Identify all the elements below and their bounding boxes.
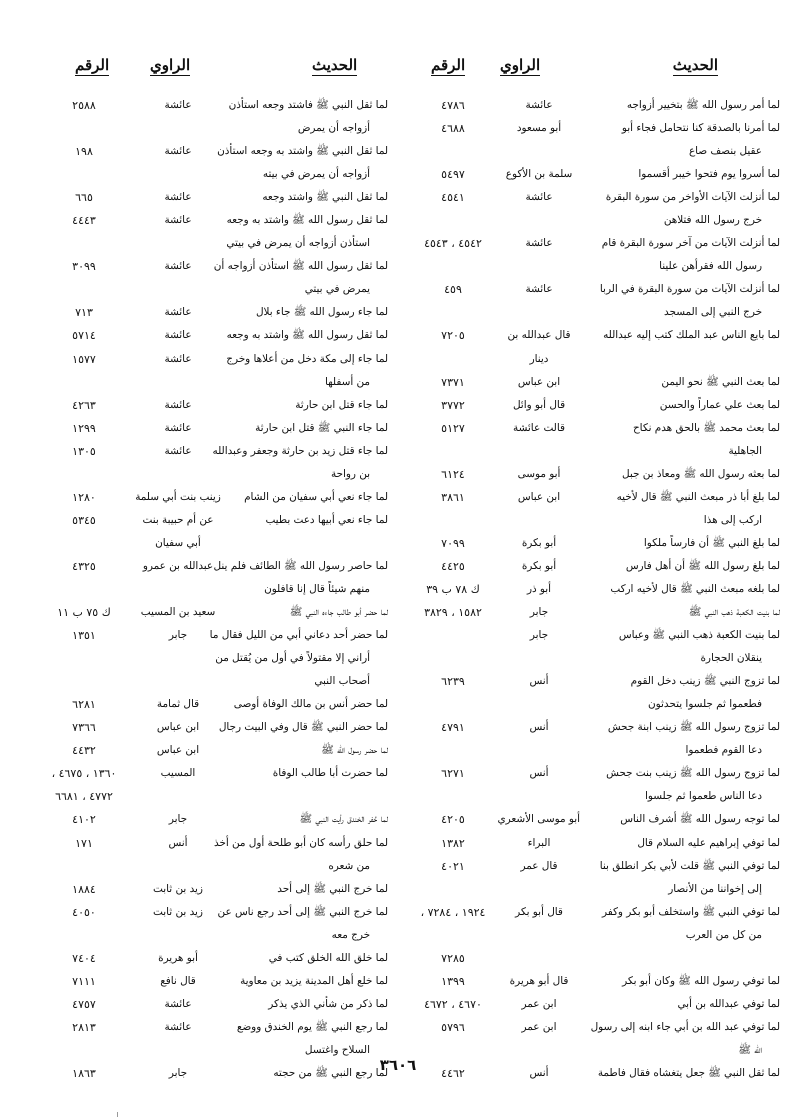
- index-row: [404, 371, 780, 394]
- narrator-name: عائشة: [164, 99, 192, 111]
- narrator-name: عائشة: [525, 99, 553, 111]
- narrator-name: ابن عمر: [521, 1020, 557, 1033]
- index-row: [40, 509, 388, 532]
- hadith-text: أصحاب النبي: [314, 675, 370, 688]
- narrator-name: أنس: [529, 1066, 549, 1079]
- narrator-name: زينب بنت أبي سلمة: [135, 490, 221, 503]
- narrator-name: جابر: [168, 813, 188, 826]
- hadith-text: لما ثقل رسول الله ﷺ واشتد به وجعه: [226, 214, 388, 227]
- hadith-number: ٣٧٧٢: [441, 398, 465, 412]
- index-row: [40, 762, 388, 785]
- index-row: [404, 808, 780, 831]
- hadith-number: ٤٤٢٥: [441, 559, 465, 573]
- hadith-text: بن رواحة: [330, 467, 370, 480]
- narrator-name: قال أبو بكر: [515, 905, 563, 918]
- index-row: [40, 371, 388, 394]
- hadith-number: ٦٢٣٩: [441, 675, 465, 689]
- index-row: [404, 624, 780, 647]
- hadith-number: ك ٧٨ ب ٣٩: [426, 582, 480, 596]
- hadith-text: لما أمر رسول الله ﷺ بتخيير أزواجه: [626, 99, 780, 111]
- hadith-number: ٤٧٥٧: [72, 997, 96, 1011]
- index-row: [404, 117, 780, 140]
- index-row: [40, 232, 388, 255]
- hadith-text: من شعره: [328, 859, 370, 872]
- hadith-text: لما ثقل النبي ﷺ جعل يتغشاه فقال فاطمة: [597, 1066, 780, 1079]
- hadith-text: لما أنزلت الآيات من آخر سورة البقرة قام: [601, 237, 780, 250]
- index-row: [40, 440, 388, 463]
- hadith-text: الجاهلية: [728, 444, 762, 457]
- index-row: [404, 440, 780, 463]
- narrator-name: عائشة: [164, 997, 192, 1010]
- narrator-name: عائشة: [164, 1020, 192, 1033]
- index-row: [40, 785, 388, 808]
- narrator-name: ابن عباس: [156, 721, 200, 734]
- index-row: [404, 855, 780, 878]
- narrator-name: عائشة: [525, 237, 553, 250]
- narrator-name: أنس: [529, 675, 549, 688]
- index-row: [404, 601, 780, 624]
- hadith-number: ٤٠٥٠: [72, 905, 96, 919]
- hadith-text: لما جاء نعي أبي سفيان من الشام: [244, 490, 388, 503]
- hadith-number: ٧١٣: [75, 306, 93, 320]
- hadith-text: لما بلغ أبا ذر مبعث النبي ﷺ قال لأخيه: [616, 490, 780, 503]
- index-row: [40, 716, 388, 739]
- narrator-name: ابن عباس: [517, 375, 561, 388]
- hadith-text: لما خرج النبي ﷺ إلى أحد رجع ناس عن: [217, 905, 388, 918]
- page-number: ٣٦٠٦: [379, 1056, 417, 1074]
- index-row: [404, 647, 780, 670]
- hadith-number: ١٩٨: [75, 145, 93, 159]
- index-row: [404, 509, 780, 532]
- hadith-number: ٥٤٩٧: [441, 168, 465, 182]
- hadith-text: لما حضر النبي ﷺ قال وفي البيت رجال: [218, 721, 388, 734]
- index-row: [404, 832, 780, 855]
- hadith-number: ٤٥٤١: [441, 191, 465, 205]
- narrator-name: أبو هريرة: [158, 951, 198, 964]
- hadith-text: دعا القوم فطعموا: [685, 744, 762, 757]
- narrator-name: قالت عائشة: [513, 421, 565, 434]
- hadith-text: خرج معه: [331, 928, 370, 941]
- narrator-name: عائشة: [164, 421, 192, 434]
- narrator-name: المسيب: [160, 767, 196, 780]
- index-row: [40, 878, 388, 901]
- narrator-name: قال عبدالله بن: [507, 329, 571, 342]
- index-row: [404, 324, 780, 347]
- hadith-text: لما أمرنا بالصدقة كنا نتحامل فجاء أبو: [621, 122, 780, 135]
- index-row: [40, 578, 388, 601]
- index-row: [40, 348, 388, 371]
- narrator-name: قال نافع: [160, 974, 196, 987]
- hadith-text: لما بنيت الكعبة ذهب النبي ﷺ: [688, 606, 780, 619]
- narrator-name: أنس: [529, 767, 549, 780]
- hadith-number: ٢٨١٣: [72, 1020, 96, 1034]
- hadith-text: عقيل بنصف صاع: [688, 145, 762, 158]
- hadith-text: لما خلق الله الخلق كتب في: [268, 951, 388, 964]
- hadith-number: ١٣٦٠ ، ٤٦٧٥ ،: [51, 767, 117, 781]
- hadith-text: من كل من العرب: [685, 928, 762, 941]
- index-row: [40, 555, 388, 578]
- hadith-text: لما ثقل رسول الله ﷺ استأذن أزواجه أن: [213, 260, 388, 273]
- hadith-number: ١٥٧٧: [72, 352, 96, 366]
- hadith-number: ١٨٨٤: [72, 882, 96, 896]
- hadith-number: ٤٤٦٢: [441, 1066, 465, 1080]
- narrator-name: عائشة: [164, 260, 192, 273]
- header-number-left: الرقم: [75, 56, 110, 74]
- narrator-name: أبو ذر: [526, 582, 552, 595]
- index-row: [40, 1016, 388, 1039]
- hadith-text: إلى إخواننا من الأنصار: [668, 882, 762, 895]
- hadith-text: لما توفي النبي ﷺ قلت لأبي بكر انطلق بنا: [599, 859, 780, 872]
- hadith-number: ١٢٨٠: [72, 490, 96, 504]
- header-hadith-right: الحديث: [672, 56, 718, 74]
- hadith-text: لما توفي إبراهيم عليه السلام قال: [637, 836, 780, 849]
- header-narrator-right: الراوي: [500, 56, 541, 74]
- hadith-text: أزواجه أن يمرض: [297, 122, 370, 135]
- hadith-number: ٥٧٩٦: [441, 1020, 465, 1034]
- hadith-text: استأذن أزواجه أن يمرض في بيتي: [226, 237, 370, 250]
- hadith-text: لما حلق رأسه كان أبو طلحة أول من أخذ: [213, 836, 388, 849]
- index-row: [404, 278, 780, 301]
- narrator-name: أبي سفيان: [155, 536, 201, 549]
- hadith-text: لما تزوج رسول الله ﷺ زينب بنت جحش: [606, 767, 780, 780]
- narrator-name: جابر: [168, 1066, 188, 1079]
- narrator-name: جابر: [529, 606, 549, 619]
- narrator-name: عائشة: [164, 191, 192, 204]
- index-row: [404, 1016, 780, 1039]
- hadith-text: لما جاء قتل ابن حارثة: [295, 398, 388, 411]
- index-row: [404, 209, 780, 232]
- hadith-number: ٦٢٧١: [441, 767, 465, 781]
- hadith-text: لما بايع الناس عبد الملك كتب إليه عبدالله: [603, 329, 780, 342]
- hadith-number: ٤٦٧٠ ، ٤٦٧٢: [424, 997, 482, 1011]
- narrator-name: قال أبو وائل: [512, 398, 566, 411]
- hadith-number: ٤٠٢١: [441, 859, 465, 873]
- narrator-name: سعيد بن المسيب: [140, 606, 216, 619]
- hadith-number: ٤٢٠٥: [441, 813, 465, 827]
- index-row: [404, 578, 780, 601]
- index-row: [40, 394, 388, 417]
- index-row: [404, 555, 780, 578]
- hadith-text: لما حضر رسول الله ﷺ: [321, 744, 388, 757]
- hadith-text: رسول الله فقرأهن علينا: [659, 260, 762, 273]
- hadith-text: يمرض في بيتي: [304, 283, 370, 296]
- narrator-name: عائشة: [164, 145, 192, 158]
- index-row: [404, 924, 780, 947]
- index-row: [40, 209, 388, 232]
- index-row: [40, 186, 388, 209]
- narrator-name: أبو بكرة: [521, 559, 557, 572]
- hadith-text: لما أسروا يوم فتحوا خيبر أقسموا: [638, 168, 780, 181]
- narrator-name: جابر: [168, 629, 188, 642]
- narrator-name: ابن عمر: [521, 997, 557, 1010]
- hadith-number: ٧١١١: [72, 974, 96, 988]
- hadith-number: ٤٥٤٢ ، ٤٥٤٣: [424, 237, 482, 251]
- narrator-name: أبو مسعود: [516, 122, 562, 135]
- hadith-number: ٤٤٤٣: [72, 214, 96, 228]
- header-hadith-left: الحديث: [312, 56, 358, 74]
- hadith-text: لما رجع النبي ﷺ من حجته: [273, 1066, 388, 1079]
- narrator-name: عائشة: [525, 283, 553, 296]
- narrator-name: أبو موسى الأشعري: [497, 813, 580, 826]
- hadith-text: لما رجع النبي ﷺ يوم الخندق ووضع: [236, 1020, 388, 1033]
- hadith-number: ١٨٦٣: [72, 1066, 96, 1080]
- narrator-name: قال عمر: [520, 859, 558, 872]
- index-row: [404, 186, 780, 209]
- hadith-text: لما جاء النبي ﷺ قتل ابن حارثة: [255, 421, 388, 434]
- index-row: [40, 94, 388, 117]
- hadith-text: ينقلان الحجارة: [700, 652, 762, 665]
- hadith-number: ٦١٢٤: [441, 467, 465, 481]
- index-row: [404, 94, 780, 117]
- index-row: [404, 232, 780, 255]
- index-row: [404, 163, 780, 186]
- index-row: [40, 855, 388, 878]
- hadith-text: لما جاء رسول الله ﷺ جاء بلال: [255, 306, 388, 319]
- hadith-number: ٧٣٦٦: [72, 721, 96, 735]
- index-row: [404, 348, 780, 371]
- hadith-number: ٣٨٦١: [441, 490, 465, 504]
- index-row: [404, 670, 780, 693]
- hadith-text: لما ثقل النبي ﷺ واشتد وجعه: [262, 191, 388, 204]
- hadith-number: ٧٠٩٩: [441, 536, 465, 550]
- index-column-left: [40, 94, 388, 1085]
- index-row: [404, 878, 780, 901]
- hadith-number: ٤٦٨٨: [441, 122, 465, 136]
- index-row: [40, 278, 388, 301]
- hadith-number: ١٧١: [75, 836, 93, 850]
- hadith-number: ٢٥٨٨: [72, 99, 96, 112]
- narrator-name: ابن عباس: [156, 744, 200, 757]
- narrator-name: أبو موسى: [517, 467, 561, 480]
- narrator-name: عائشة: [164, 444, 192, 457]
- index-row: [40, 901, 388, 924]
- index-row: [40, 163, 388, 186]
- index-row: [404, 970, 780, 993]
- hadith-number: ٤٢٦٣: [72, 398, 96, 412]
- narrator-name: زيد بن ثابت: [153, 882, 203, 895]
- index-row: [40, 601, 388, 624]
- index-row: [404, 140, 780, 163]
- hadith-text: لما ثقل رسول الله ﷺ واشتد به وجعه: [226, 329, 388, 342]
- index-row: [40, 924, 388, 947]
- narrator-name: عائشة: [164, 398, 192, 411]
- hadith-text: لما أنزلت الآيات الأواخر من سورة البقرة: [605, 191, 780, 204]
- hadith-text: لما حُفر الخندق رأيت النبي ﷺ: [299, 813, 388, 826]
- narrator-name: أبو بكرة: [521, 536, 557, 549]
- index-row: [404, 532, 780, 555]
- narrator-name: عائشة: [164, 306, 192, 319]
- hadith-text: لما جاء إلى مكة دخل من أعلاها وخرج: [226, 352, 388, 365]
- header-number-right: الرقم: [431, 56, 466, 74]
- hadith-number: ٦٦٥: [75, 191, 93, 205]
- hadith-text: لما ثقل النبي ﷺ واشتد به وجعه استأذن: [217, 145, 388, 158]
- index-row: [40, 417, 388, 440]
- narrator-name: عائشة: [164, 352, 192, 365]
- index-row: [404, 785, 780, 808]
- hadith-number: ١٣٨٢: [441, 836, 465, 850]
- hadith-number: ٥٣٤٥: [72, 513, 96, 527]
- hadith-text: لما توفي عبد الله بن أبي جاء ابنه إلى رسول: [590, 1020, 780, 1033]
- narrator-name: قال ثمامة: [156, 698, 200, 711]
- hadith-text: لما خلع أهل المدينة يزيد بن معاوية: [240, 974, 388, 987]
- hadith-number: ٣٠٩٩: [72, 260, 96, 274]
- hadith-text: لما بعثه رسول الله ﷺ ومعاذ بن جبل: [622, 467, 780, 480]
- header-narrator-left: الراوي: [150, 56, 191, 74]
- hadith-text: لما ذكر من شأني الذي يذكر: [268, 997, 388, 1010]
- hadith-text: لما توفي النبي ﷺ واستخلف أبو بكر وكفر: [602, 905, 780, 918]
- hadith-text: لما توفي رسول الله ﷺ وكان أبو بكر: [622, 974, 780, 987]
- hadith-number: ٤٧٧٢ ، ٦٦٨١: [55, 790, 113, 804]
- page-edge-mark: [117, 1112, 118, 1117]
- hadith-number: ٧٣٧١: [441, 375, 465, 389]
- index-row: [404, 762, 780, 785]
- index-row: [404, 463, 780, 486]
- hadith-number: ٤٣٢٥: [72, 559, 96, 573]
- index-row: [40, 970, 388, 993]
- hadith-text: لما تزوج رسول الله ﷺ زينب ابنة جحش: [607, 721, 780, 734]
- hadith-number: ٥٧١٤: [72, 329, 96, 343]
- index-row: [40, 324, 388, 347]
- index-row: [404, 901, 780, 924]
- hadith-text: لما أنزلت الآيات من سورة البقرة في الربا: [599, 283, 780, 296]
- index-row: [40, 993, 388, 1016]
- narrator-name: عبدالله بن عمرو: [142, 559, 214, 572]
- hadith-text: لما بنيت الكعبة ذهب النبي ﷺ وعباس: [618, 629, 780, 642]
- hadith-text: لما بلغ رسول الله ﷺ أن أهل فارس: [625, 559, 780, 572]
- narrator-name: جابر: [529, 629, 549, 642]
- hadith-text: منهم شيئاً قال إنا قافلون: [264, 582, 370, 595]
- narrator-name: قال أبو هريرة: [509, 974, 569, 987]
- hadith-text: لما حضرت أبا طالب الوفاة: [272, 767, 388, 780]
- hadith-text: لما بعث محمد ﷺ بالحق هدم نكاح: [632, 421, 780, 434]
- hadith-text: خرج النبي إلى المسجد: [664, 306, 762, 319]
- hadith-number: ٤٧٨٦: [441, 99, 465, 112]
- index-row: [40, 532, 388, 555]
- hadith-text: لما حضر أحد دعاني أبي من الليل فقال ما: [209, 629, 388, 642]
- hadith-text: السلاح واغتسل: [304, 1043, 370, 1056]
- hadith-number: ١٥٨٢ ، ٣٨٢٩: [424, 606, 482, 620]
- narrator-name: سلمة بن الأكوع: [505, 168, 573, 181]
- hadith-text: لما بلغ النبي ﷺ أن فارساً ملكوا: [643, 536, 780, 549]
- index-row: [40, 832, 388, 855]
- index-row: [40, 486, 388, 509]
- hadith-number: ٤٤٣٢: [72, 744, 96, 758]
- hadith-number: ٧٤٠٤: [72, 951, 96, 965]
- index-row: [40, 808, 388, 831]
- index-row: [404, 255, 780, 278]
- index-row: [404, 716, 780, 739]
- hadith-text: لما خرج النبي ﷺ إلى أحد: [277, 882, 388, 895]
- index-row: [40, 463, 388, 486]
- hadith-text: لما جاء نعي أبيها دعت بطيب: [265, 513, 388, 526]
- hadith-text: الله ﷺ: [738, 1043, 762, 1056]
- narrator-name: عائشة: [525, 191, 553, 204]
- index-row: [40, 693, 388, 716]
- hadith-number: ١٩٢٤ ، ٧٢٨٤ ،: [420, 905, 486, 919]
- hadith-text: لما بعث علي عماراً والحسن: [659, 398, 780, 411]
- index-row: [40, 947, 388, 970]
- index-row: [404, 739, 780, 762]
- hadith-text: اركب إلى هذا: [703, 513, 762, 526]
- index-row: [404, 993, 780, 1016]
- index-row: [40, 670, 388, 693]
- hadith-text: أزواجه أن يمرض في بيته: [262, 168, 370, 181]
- index-row: [404, 693, 780, 716]
- index-row: [404, 486, 780, 509]
- hadith-number: ٤١٠٢: [72, 813, 96, 827]
- hadith-text: لما بعث النبي ﷺ نحو اليمن: [661, 375, 780, 388]
- index-row: [404, 394, 780, 417]
- narrator-name: ابن عباس: [517, 490, 561, 503]
- index-row: [40, 301, 388, 324]
- index-row: [40, 739, 388, 762]
- narrator-name: زيد بن ثابت: [153, 905, 203, 918]
- hadith-number: ١٣٠٥: [72, 444, 96, 458]
- hadith-text: من أسفلها: [324, 375, 370, 388]
- hadith-text: لما جاء قتل زيد بن حارثة وجعفر وعبدالله: [212, 444, 388, 457]
- index-row: [404, 301, 780, 324]
- index-row: [40, 624, 388, 647]
- hadith-text: أراني إلا مقتولاً في أول من يُقتل من: [215, 652, 370, 665]
- hadith-number: ٦٢٨١: [72, 698, 96, 712]
- narrator-name: أنس: [168, 836, 188, 849]
- index-row: [40, 647, 388, 670]
- hadith-text: لما حضر أبو طالب جاءه النبي ﷺ: [289, 606, 388, 619]
- hadith-text: لما بلغه مبعث النبي ﷺ قال لأخيه اركب: [610, 582, 780, 595]
- hadith-number: ١٢٩٩: [72, 421, 96, 435]
- hadith-text: فطعموا ثم جلسوا يتحدثون: [648, 698, 762, 711]
- hadith-number: ٧٢٨٥: [441, 951, 465, 965]
- hadith-number: ٤٥٩: [444, 283, 462, 297]
- index-column-right: [404, 94, 780, 1085]
- hadith-text: لما حضر أنس بن مالك الوفاة أوصى: [233, 698, 388, 711]
- narrator-name: البراء: [527, 836, 551, 849]
- hadith-number: ٧٢٠٥: [441, 329, 465, 343]
- index-row: [404, 417, 780, 440]
- hadith-text: لما تزوج النبي ﷺ زينب دخل القوم: [630, 675, 780, 688]
- hadith-text: خرج رسول الله فتلاهن: [663, 214, 762, 227]
- hadith-text: لما توجه رسول الله ﷺ أشرف الناس: [620, 813, 780, 826]
- index-row: [404, 947, 780, 970]
- index-row: [40, 140, 388, 163]
- narrator-name: عائشة: [164, 214, 192, 227]
- hadith-text: لما توفي عبدالله بن أبي: [677, 997, 780, 1010]
- hadith-number: ك ٧٥ ب ١١: [57, 606, 111, 620]
- index-row: [40, 255, 388, 278]
- hadith-text: لما حاصر رسول الله ﷺ الطائف فلم ينل: [213, 559, 388, 572]
- hadith-number: ٤٧٩١: [441, 721, 465, 735]
- narrator-name: عائشة: [164, 329, 192, 342]
- hadith-number: ١٣٩٩: [441, 974, 465, 988]
- narrator-name: عن أم حبيبة بنت: [142, 513, 214, 526]
- index-row: [40, 117, 388, 140]
- narrator-name: أنس: [529, 721, 549, 734]
- narrator-name: دينار: [529, 352, 549, 365]
- hadith-number: ٥١٢٧: [441, 421, 465, 435]
- hadith-text: دعا الناس طعموا ثم جلسوا: [645, 790, 762, 803]
- hadith-text: لما ثقل النبي ﷺ فاشتد وجعه استأذن: [228, 99, 388, 111]
- hadith-number: ١٣٥١: [72, 629, 96, 643]
